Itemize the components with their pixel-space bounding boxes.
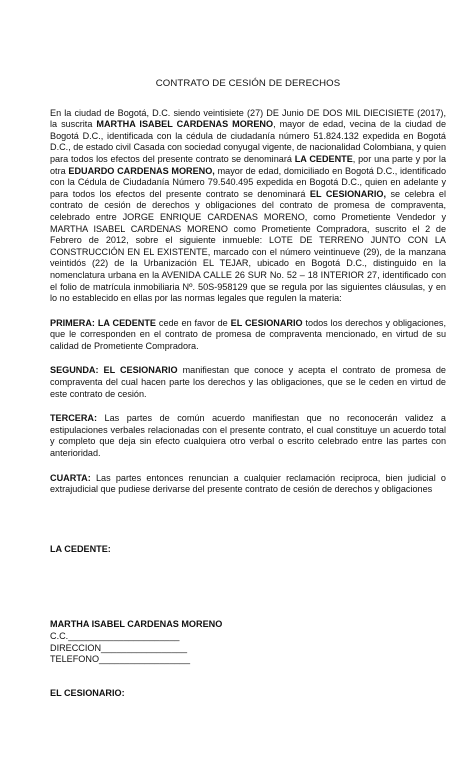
intro-text-5: se celebra el contrato de cesión de derechos y obligaciones del contrato de promesa de compraventa, celebrado entre JORGE ENRIQUE CARDENAS MORENO, como Prometiente Vendedor y MARTHA ISABEL CARDENAS MORENO como Prometiente Compradora, suscrito el 2 de Febrero de 2012, sobre el siguiente inmueble: LOTE DE TERRENO JUNTO CON LA CONSTRUCCIÓN EN EL EXISTENTE, marcado con el número veintinueve (29), de la manzana veintidós (22) de la Urbanización EL TEJAR, ubicado en Bogotá D.C., distinguido en la nomenclatura urbana en la AVENIDA CALLE 26 SUR No. 52 – 18 INTERIOR 27, identificado con el folio de matrícula inmobiliaria Nº. 50S-958129 que se regula por las siguientes cláusulas, y en lo no establecido en ellas por las normas legales que regulen la materia: <box>50 188 447 304</box>
cesionario-name-inline: EDUARDO CARDENAS MORENO, <box>68 165 215 176</box>
clause-segunda-label: SEGUNDA: EL CESIONARIO <box>50 365 178 376</box>
clause-segunda <box>50 365 446 400</box>
telefono-line: TELEFONO__________________ <box>50 654 191 665</box>
clause-tercera-label: TERCERA: <box>50 413 97 424</box>
clause-primera-party: EL CESIONARIO <box>230 317 303 328</box>
cedente-signature-name: MARTHA ISABEL CARDENAS MORENO <box>50 619 223 630</box>
clause-primera-text-1: cede en favor de <box>156 317 231 328</box>
cedente-role-inline: LA CEDENTE <box>294 153 353 164</box>
direccion-line: DIRECCION_________________ <box>50 642 188 653</box>
document-title: CONTRATO DE CESIÓN DE DERECHOS <box>155 78 341 89</box>
intro-text-1: En la ciudad de Bogotá, D.C. siendo veintisiete (27) DE Junio DE DOS MIL DIECISIETE (2017), la suscrita <box>50 107 446 130</box>
clause-tercera <box>50 413 446 459</box>
cedente-signature-label: LA CEDENTE: <box>50 543 111 554</box>
clause-cuarta-text: Las partes entonces renuncian a cualquier reclamación reciproca, bien judicial o extrajudicial que pudiese derivarse del presente contrato de cesión de derechos y obligaciones <box>50 472 446 495</box>
clause-cuarta <box>50 473 446 496</box>
intro-paragraph <box>50 108 446 305</box>
cc-line: C.C.______________________ <box>50 631 180 641</box>
cesionario-role-inline: EL CESIONARIO, <box>309 188 386 199</box>
intro-text-4: mayor de edad, domiciliado en Bogotá D.C., identificado con la Cédula de Ciudadanía Número 79.540.495 expedida en Bogotá D.C., quien en adelante y para todos los efectos del presente contrato se denominará <box>50 165 447 199</box>
cedente-name-inline: MARTHA ISABEL CARDENAS MORENO <box>96 119 274 130</box>
cesionario-signature-label: EL CESIONARIO: <box>50 687 125 698</box>
clause-tercera-text: Las partes de común acuerdo manifiestan que no reconocerán validez a estipulaciones verbales relacionadas con el presente contrato, el cual constituye un acuerdo total y completo que deja sin efecto cualquiera otro verbal o escrito celebrado entre las partes con anterioridad. <box>50 413 446 459</box>
clause-primera <box>50 318 446 353</box>
clause-cuarta-label: CUARTA: <box>50 472 91 483</box>
intro-text-3: , por una parte y por la otra <box>50 153 446 176</box>
clause-primera-label: PRIMERA: LA CEDENTE <box>50 317 156 328</box>
intro-text-2: , mayor de edad, vecina de la ciudad de Bogotá D.C., identificada con la cédula de ciudadanía número 51.824.132 expedida en Bogotá D.C., de estado civil Casada con sociedad conyugal vigente, de nacionalidad Colombiana, y quien para todos los efectos del presente contrato se denominará <box>50 119 447 164</box>
clause-segunda-text: manifiestan que conoce y acepta el contrato de promesa de compraventa del cual hacen parte los derechos y las obligaciones, que se le ceden en virtud de este contrato de cesión. <box>50 365 446 399</box>
clause-primera-text-2: todos los derechos y obligaciones, que le corresponden en el contrato de promesa de compraventa mencionado, en virtud de su calidad de Prometiente Compradora. <box>50 317 446 351</box>
